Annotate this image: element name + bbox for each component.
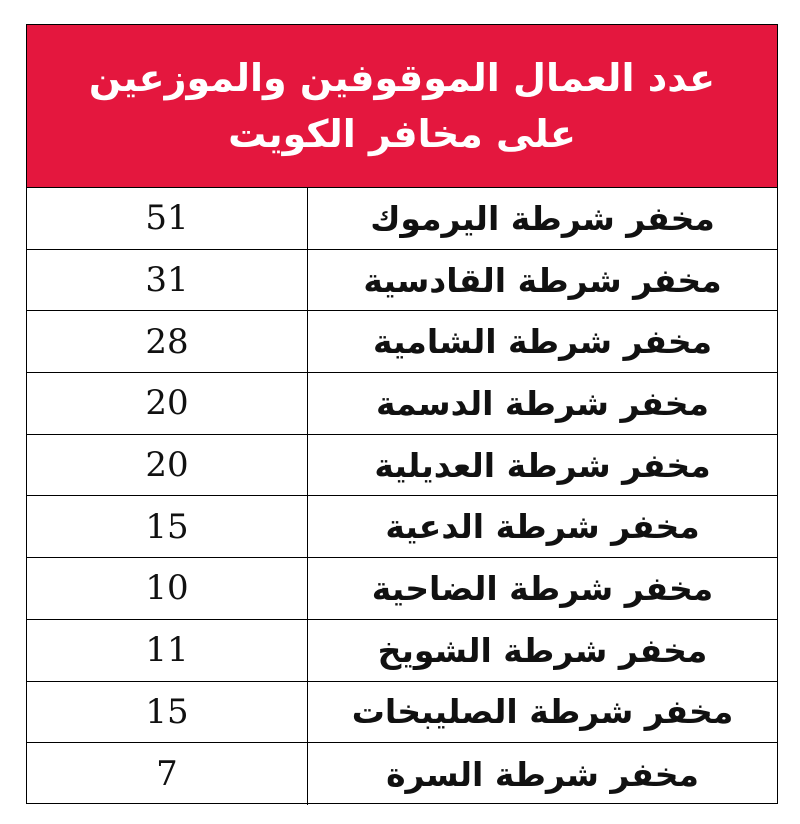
table-row (27, 435, 777, 497)
station-name: مخفر شرطة الدسمة (376, 383, 709, 423)
station-name: مخفر شرطة الشامية (372, 322, 713, 362)
worker-count: 7 (27, 743, 308, 805)
station-name: مخفر شرطة الدعية (385, 507, 700, 547)
station-name: مخفر شرطة القادسية (363, 260, 722, 300)
worker-count: 15 (27, 682, 308, 743)
table-body (27, 188, 777, 805)
station-name: مخفر شرطة اليرموك (370, 198, 715, 238)
police-stations-table (26, 24, 778, 804)
table-row (27, 373, 777, 435)
table-row (27, 496, 777, 558)
table-row (27, 188, 777, 250)
table-row (27, 743, 777, 805)
table-row (27, 250, 777, 312)
station-name: مخفر شرطة الضاحية (371, 568, 714, 608)
worker-count: 51 (27, 188, 308, 249)
table-row (27, 682, 777, 744)
worker-count: 20 (27, 373, 308, 434)
station-name: مخفر شرطة السرة (386, 754, 699, 794)
table-title-line-2: على مخافر الكويت (228, 112, 576, 156)
table-header (27, 25, 777, 188)
worker-count: 10 (27, 558, 308, 619)
worker-count: 15 (27, 496, 308, 557)
station-name: مخفر شرطة الشويخ (377, 630, 708, 670)
worker-count: 11 (27, 620, 308, 681)
worker-count: 28 (27, 311, 308, 372)
worker-count: 20 (27, 435, 308, 496)
station-name: مخفر شرطة الصليبخات (351, 692, 734, 732)
table-row (27, 558, 777, 620)
station-name: مخفر شرطة العديلية (374, 445, 711, 485)
table-title-line-1: عدد العمال الموقوفين والموزعين (88, 56, 716, 100)
table-row (27, 620, 777, 682)
worker-count: 31 (27, 250, 308, 311)
table-row (27, 311, 777, 373)
